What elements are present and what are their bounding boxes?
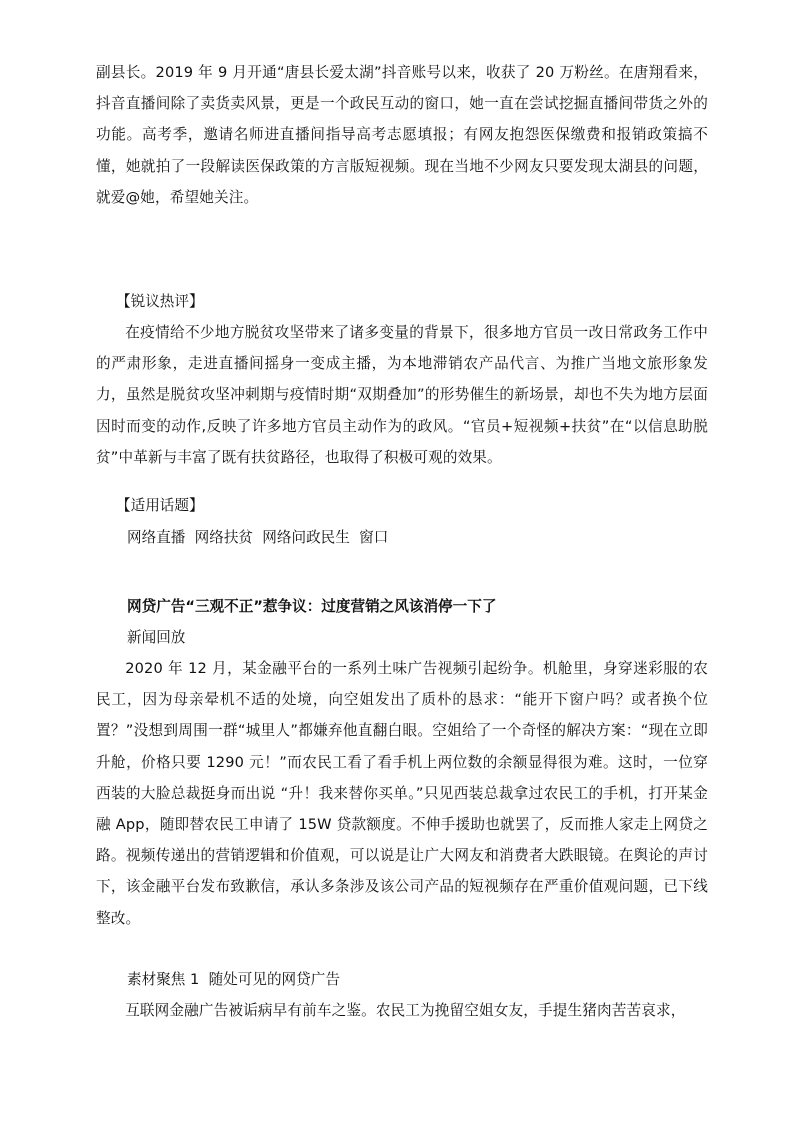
comment-body: 在疫情给不少地方脱贫攻坚带来了诸多变量的背景下，很多地方官员一改日常政务工作中的严肃形象，走进直播间摇身一变成主播，为本地滞销农产品代言、为推广当地文旅形象发力，虽然是脱贫攻坚冲刺期与疫情时期“双期叠加”的形势催生的新场景，却也不失为地方层面因时而变的动作,反映了许多地方官员主动作为的政风。“官员+短视频+扶贫”在“以信息助脱贫”中革新与丰富了既有扶贫路径，也取得了积极可观的效果。 [96, 324, 708, 466]
focus-body-block [96, 995, 708, 1026]
topics-heading: 【适用话题】 [116, 497, 204, 514]
topics-list: 网络直播 网络扶贫 网络问政民生 窗口 [127, 529, 389, 546]
news-body: 2020 年 12 月，某金融平台的一系列土味广告视频引起纷争。机舱里，身穿迷彩服的农民工，因为母亲晕机不适的处境，向空姐发出了质朴的恳求：“能开下窗户吗？或者换个位置？”没想到周围一群“城里人”都嫌弃他直翻白眼。空姐给了一个奇怪的解决方案：“现在立即升舱，价格只要 1290 元！”而农民工看了看手机上两位数的余额显得很为难。这时，一位穿西装的大脸总裁挺身而出说 “升！我来替你买单。”只见西装总裁拿过农民工的手机，打开某金融 App，随即替农民工申请了 15W 贷款额度。不伸手援助也就罢了，反而推人家走上网贷之路。视频传递出的营销逻辑和价值观，可以说是让广大网友和消费者大跌眼镜。在舆论的声讨下，该金融平台发布致歉信，承认多条涉及该公司产品的短视频存在严重价值观问题，已下线整改。 [96, 660, 708, 927]
intro-paragraph-block [96, 57, 708, 213]
news-body-block [96, 653, 708, 934]
article-title: 网贷广告“三观不正”惹争议：过度营销之风该消停一下了 [127, 598, 497, 615]
comment-heading: 【锐议热评】 [116, 293, 204, 310]
focus-body: 互联网金融广告被诟病早有前车之鉴。农民工为挽留空姐女友，手提生猪肉苦苦哀求， [125, 1002, 686, 1019]
intro-paragraph: 副县长。2019 年 9 月开通“唐县长爱太湖”抖音账号以来，收获了 20 万粉丝。在唐翔看来，抖音直播间除了卖货卖风景，更是一个政民互动的窗口，她一直在尝试挖掘直播间带货之外的功能。高考季，邀请名师进直播间指导高考志愿填报；有网友抱怨医保缴费和报销政策搞不懂，她就拍了一段解读医保政策的方言版短视频。现在当地不少网友只要发现太湖县的问题，就爱@她，希望她关注。 [96, 64, 708, 206]
comment-body-block [96, 317, 708, 473]
focus-label: 素材聚焦 1 随处可见的网贷广告 [127, 971, 340, 988]
news-replay-label: 新闻回放 [127, 629, 186, 646]
